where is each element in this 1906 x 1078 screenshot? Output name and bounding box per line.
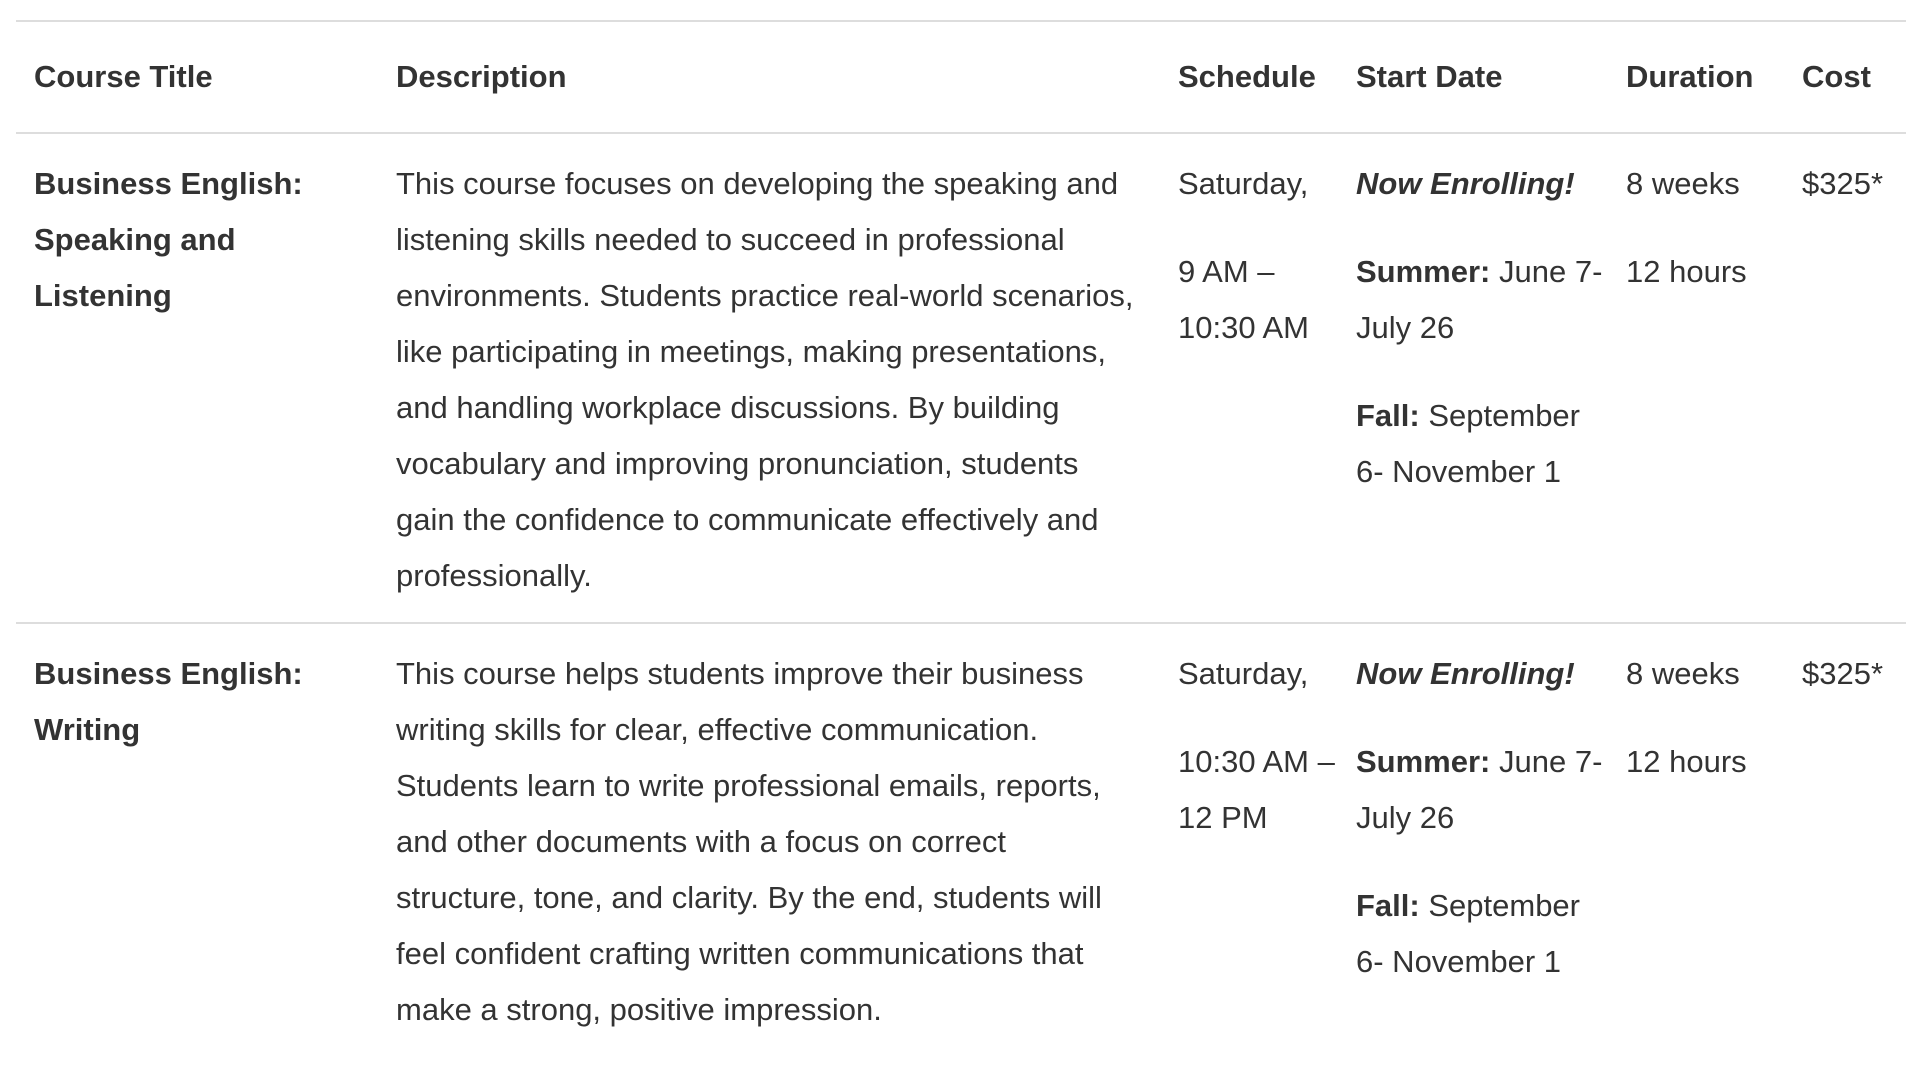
course-table	[16, 20, 1906, 1038]
fall-term	[1356, 878, 1608, 990]
header-schedule: Schedule	[1178, 59, 1316, 94]
header-duration: Duration	[1626, 59, 1754, 94]
header-description: Description	[396, 59, 567, 94]
summer-term	[1356, 244, 1608, 356]
summer-term	[1356, 734, 1608, 846]
course-cost: $325*	[1802, 656, 1884, 691]
course-title: Business English: Speaking and Listening	[34, 166, 303, 313]
table-header	[16, 21, 1906, 133]
schedule-day: Saturday,	[1178, 166, 1309, 201]
summer-label: Summer:	[1356, 254, 1491, 289]
course-description: This course focuses on developing the speaking and listening skills needed to succeed in professional environments. Students practice real-world scenarios, like participating in meetings, making presentations, and handling workplace discussions. By building vocabulary and improving pronunciation, students gain the confidence to communicate effectively and professionally.	[396, 166, 1134, 593]
course-duration	[1608, 623, 1784, 1038]
header-cost: Cost	[1802, 59, 1871, 94]
duration-hours: 12 hours	[1626, 254, 1747, 289]
now-enrolling-label: Now Enrolling!	[1356, 656, 1575, 691]
duration-hours: 12 hours	[1626, 744, 1747, 779]
course-description: This course helps students improve their business writing skills for clear, effective communication. Students learn to write professional emails, reports, and other documents with a focus on correct structure, tone, and clarity. By the end, students will feel confident crafting written communications that make a strong, positive impression.	[396, 656, 1102, 1027]
course-title: Business English: Writing	[34, 656, 303, 747]
fall-label: Fall:	[1356, 888, 1420, 923]
schedule-time: 10:30 AM – 12 PM	[1178, 744, 1335, 835]
summer-dates: June 7-July 26	[1356, 744, 1603, 835]
table-row	[16, 623, 1906, 1038]
table-row	[16, 133, 1906, 623]
header-start-date: Start Date	[1356, 59, 1503, 94]
fall-dates: September 6- November 1	[1356, 398, 1580, 489]
course-schedule	[1160, 133, 1338, 623]
duration-weeks: 8 weeks	[1626, 656, 1740, 691]
fall-term	[1356, 388, 1608, 500]
duration-weeks: 8 weeks	[1626, 166, 1740, 201]
header-row	[16, 21, 1906, 133]
course-start-date	[1338, 133, 1608, 623]
summer-dates: June 7-July 26	[1356, 254, 1603, 345]
course-schedule	[1160, 623, 1338, 1038]
course-table-container	[16, 20, 1906, 1038]
course-start-date	[1338, 623, 1608, 1038]
table-body	[16, 133, 1906, 1038]
schedule-day: Saturday,	[1178, 656, 1309, 691]
fall-label: Fall:	[1356, 398, 1420, 433]
course-duration	[1608, 133, 1784, 623]
schedule-time: 9 AM – 10:30 AM	[1178, 254, 1309, 345]
summer-label: Summer:	[1356, 744, 1491, 779]
fall-dates: September 6- November 1	[1356, 888, 1580, 979]
course-cost: $325*	[1802, 166, 1884, 201]
now-enrolling-label: Now Enrolling!	[1356, 166, 1575, 201]
header-course-title: Course Title	[34, 59, 213, 94]
